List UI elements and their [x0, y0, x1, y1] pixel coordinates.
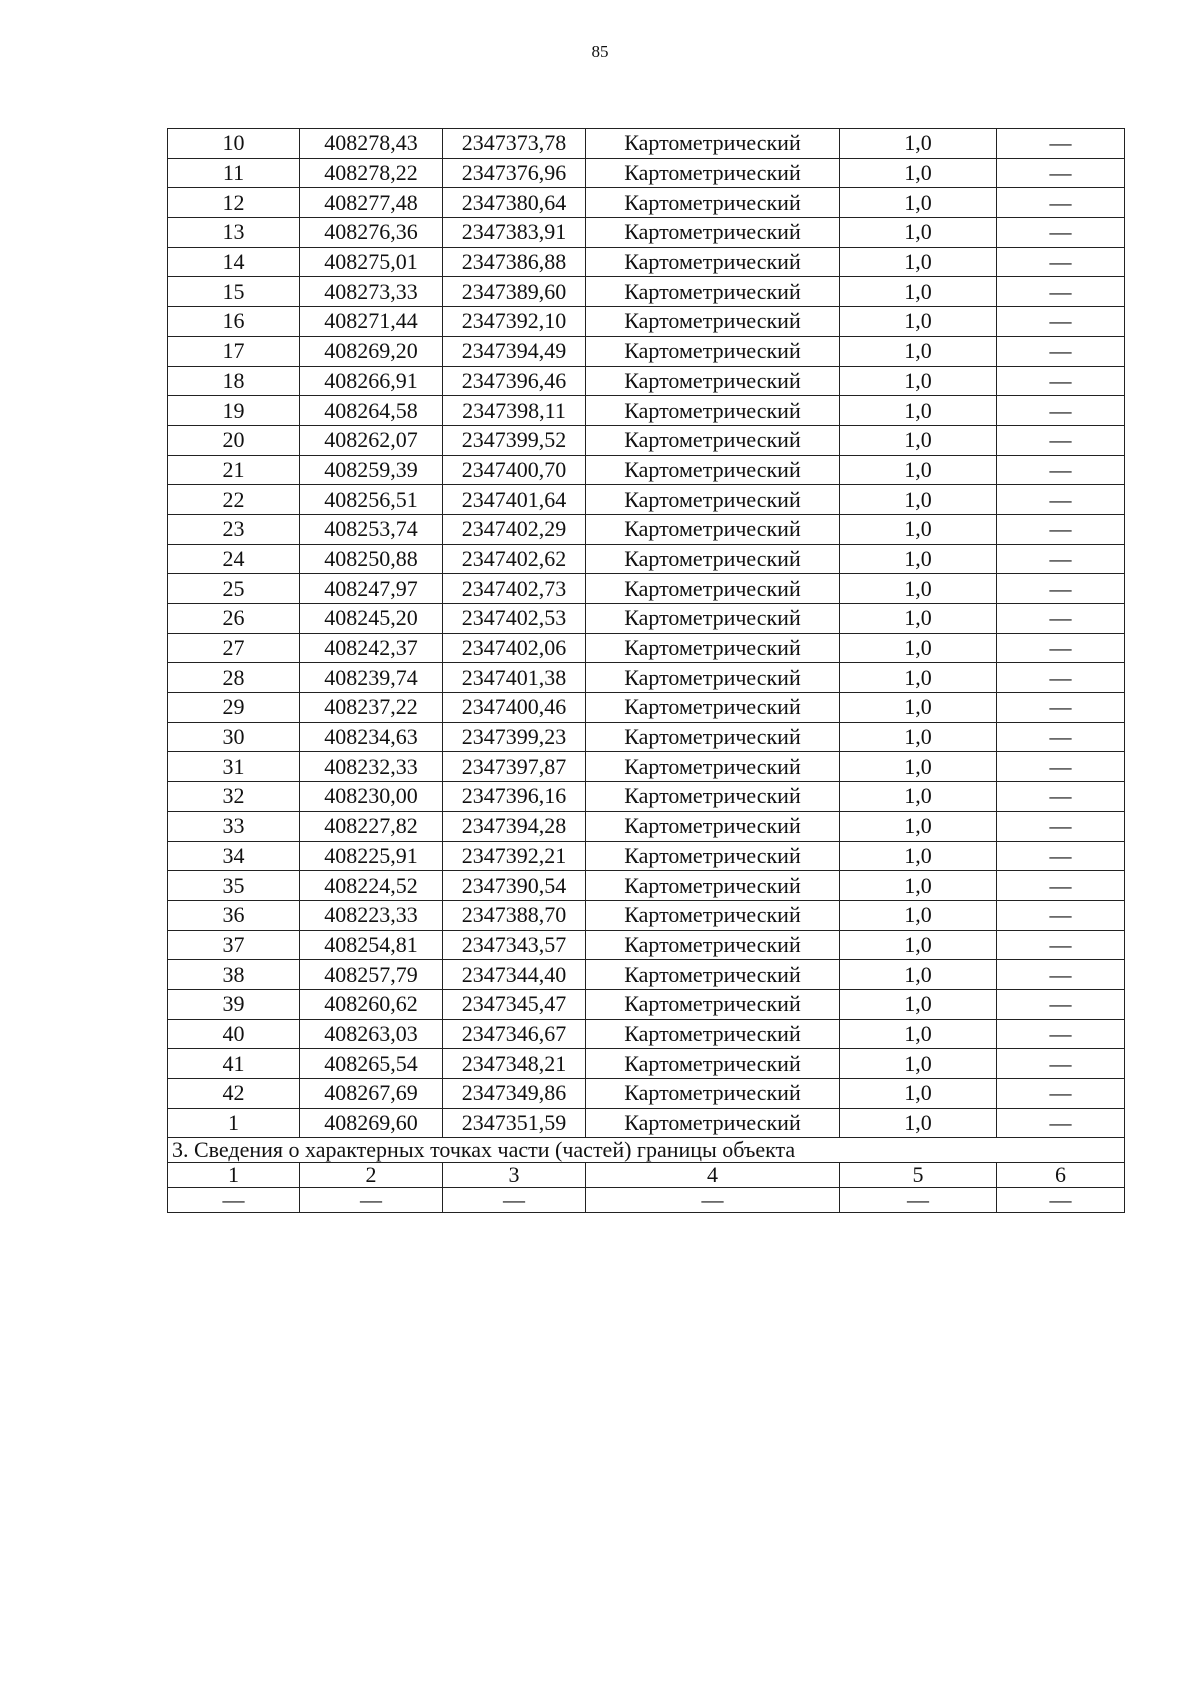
y-coordinate-cell: 2347400,70 [443, 455, 586, 485]
y-coordinate-cell: 2347401,38 [443, 663, 586, 693]
accuracy-cell: 1,0 [840, 277, 997, 307]
empty-cell: — [300, 1188, 443, 1213]
x-coordinate-cell: 408278,22 [300, 158, 443, 188]
note-cell: — [997, 485, 1125, 515]
y-coordinate-cell: 2347351,59 [443, 1108, 586, 1138]
point-number-cell: 32 [168, 782, 300, 812]
accuracy-cell: 1,0 [840, 811, 997, 841]
method-cell: Картометрический [586, 1108, 840, 1138]
note-cell: — [997, 366, 1125, 396]
method-cell: Картометрический [586, 663, 840, 693]
point-number-cell: 42 [168, 1079, 300, 1109]
y-coordinate-cell: 2347397,87 [443, 752, 586, 782]
empty-cell: — [586, 1188, 840, 1213]
point-number-cell: 19 [168, 396, 300, 426]
note-cell: — [997, 871, 1125, 901]
method-cell: Картометрический [586, 188, 840, 218]
point-number-cell: 37 [168, 930, 300, 960]
note-cell: — [997, 811, 1125, 841]
table-row [168, 1079, 1125, 1109]
x-coordinate-cell: 408265,54 [300, 1049, 443, 1079]
y-coordinate-cell: 2347380,64 [443, 188, 586, 218]
note-cell: — [997, 782, 1125, 812]
method-cell: Картометрический [586, 277, 840, 307]
note-cell: — [997, 336, 1125, 366]
y-coordinate-cell: 2347346,67 [443, 1019, 586, 1049]
note-cell: — [997, 307, 1125, 337]
note-cell: — [997, 247, 1125, 277]
table-row [168, 930, 1125, 960]
section3-empty-row [168, 1188, 1125, 1213]
accuracy-cell: 1,0 [840, 1108, 997, 1138]
method-cell: Картометрический [586, 960, 840, 990]
y-coordinate-cell: 2347400,46 [443, 693, 586, 723]
accuracy-cell: 1,0 [840, 129, 997, 159]
method-cell: Картометрический [586, 396, 840, 426]
table-row [168, 455, 1125, 485]
accuracy-cell: 1,0 [840, 485, 997, 515]
table-row [168, 604, 1125, 634]
accuracy-cell: 1,0 [840, 247, 997, 277]
accuracy-cell: 1,0 [840, 960, 997, 990]
table-row [168, 1108, 1125, 1138]
x-coordinate-cell: 408267,69 [300, 1079, 443, 1109]
note-cell: — [997, 1079, 1125, 1109]
table-row [168, 514, 1125, 544]
table-row [168, 544, 1125, 574]
table-row [168, 871, 1125, 901]
point-number-cell: 29 [168, 693, 300, 723]
x-coordinate-cell: 408250,88 [300, 544, 443, 574]
y-coordinate-cell: 2347376,96 [443, 158, 586, 188]
note-cell: — [997, 514, 1125, 544]
point-number-cell: 33 [168, 811, 300, 841]
accuracy-cell: 1,0 [840, 930, 997, 960]
x-coordinate-cell: 408269,60 [300, 1108, 443, 1138]
x-coordinate-cell: 408224,52 [300, 871, 443, 901]
note-cell: — [997, 277, 1125, 307]
x-coordinate-cell: 408275,01 [300, 247, 443, 277]
accuracy-cell: 1,0 [840, 514, 997, 544]
point-number-cell: 26 [168, 604, 300, 634]
x-coordinate-cell: 408257,79 [300, 960, 443, 990]
note-cell: — [997, 693, 1125, 723]
note-cell: — [997, 129, 1125, 159]
y-coordinate-cell: 2347383,91 [443, 218, 586, 248]
point-number-cell: 41 [168, 1049, 300, 1079]
y-coordinate-cell: 2347396,46 [443, 366, 586, 396]
table-row [168, 425, 1125, 455]
note-cell: — [997, 1049, 1125, 1079]
x-coordinate-cell: 408256,51 [300, 485, 443, 515]
note-cell: — [997, 722, 1125, 752]
table-row [168, 129, 1125, 159]
table-row [168, 247, 1125, 277]
y-coordinate-cell: 2347386,88 [443, 247, 586, 277]
y-coordinate-cell: 2347399,23 [443, 722, 586, 752]
accuracy-cell: 1,0 [840, 544, 997, 574]
x-coordinate-cell: 408273,33 [300, 277, 443, 307]
table-row [168, 1019, 1125, 1049]
note-cell: — [997, 158, 1125, 188]
note-cell: — [997, 455, 1125, 485]
x-coordinate-cell: 408263,03 [300, 1019, 443, 1049]
y-coordinate-cell: 2347401,64 [443, 485, 586, 515]
point-number-cell: 11 [168, 158, 300, 188]
x-coordinate-cell: 408254,81 [300, 930, 443, 960]
point-number-cell: 23 [168, 514, 300, 544]
y-coordinate-cell: 2347389,60 [443, 277, 586, 307]
x-coordinate-cell: 408237,22 [300, 693, 443, 723]
accuracy-cell: 1,0 [840, 425, 997, 455]
method-cell: Картометрический [586, 722, 840, 752]
table-row [168, 663, 1125, 693]
point-number-cell: 14 [168, 247, 300, 277]
y-coordinate-cell: 2347402,06 [443, 633, 586, 663]
table-row [168, 841, 1125, 871]
method-cell: Картометрический [586, 425, 840, 455]
note-cell: — [997, 663, 1125, 693]
section3-body [168, 1138, 1125, 1213]
accuracy-cell: 1,0 [840, 722, 997, 752]
empty-cell: — [997, 1188, 1125, 1213]
x-coordinate-cell: 408260,62 [300, 989, 443, 1019]
table-row [168, 307, 1125, 337]
x-coordinate-cell: 408225,91 [300, 841, 443, 871]
point-number-cell: 35 [168, 871, 300, 901]
y-coordinate-cell: 2347348,21 [443, 1049, 586, 1079]
accuracy-cell: 1,0 [840, 366, 997, 396]
table-row [168, 277, 1125, 307]
accuracy-cell: 1,0 [840, 841, 997, 871]
y-coordinate-cell: 2347392,10 [443, 307, 586, 337]
point-number-cell: 12 [168, 188, 300, 218]
method-cell: Картометрический [586, 633, 840, 663]
point-number-cell: 18 [168, 366, 300, 396]
note-cell: — [997, 188, 1125, 218]
y-coordinate-cell: 2347388,70 [443, 900, 586, 930]
point-number-cell: 40 [168, 1019, 300, 1049]
y-coordinate-cell: 2347373,78 [443, 129, 586, 159]
point-number-cell: 16 [168, 307, 300, 337]
empty-cell: — [840, 1188, 997, 1213]
accuracy-cell: 1,0 [840, 396, 997, 426]
point-number-cell: 25 [168, 574, 300, 604]
table-row [168, 1049, 1125, 1079]
point-number-cell: 1 [168, 1108, 300, 1138]
y-coordinate-cell: 2347402,73 [443, 574, 586, 604]
y-coordinate-cell: 2347349,86 [443, 1079, 586, 1109]
y-coordinate-cell: 2347390,54 [443, 871, 586, 901]
x-coordinate-cell: 408259,39 [300, 455, 443, 485]
column-number-cell: 3 [443, 1163, 586, 1188]
column-number-cell: 2 [300, 1163, 443, 1188]
section3-header-row [168, 1163, 1125, 1188]
x-coordinate-cell: 408242,37 [300, 633, 443, 663]
accuracy-cell: 1,0 [840, 455, 997, 485]
column-number-cell: 1 [168, 1163, 300, 1188]
x-coordinate-cell: 408239,74 [300, 663, 443, 693]
note-cell: — [997, 900, 1125, 930]
method-cell: Картометрический [586, 1079, 840, 1109]
table-row [168, 218, 1125, 248]
method-cell: Картометрический [586, 544, 840, 574]
note-cell: — [997, 989, 1125, 1019]
accuracy-cell: 1,0 [840, 633, 997, 663]
method-cell: Картометрический [586, 841, 840, 871]
accuracy-cell: 1,0 [840, 782, 997, 812]
point-number-cell: 17 [168, 336, 300, 366]
accuracy-cell: 1,0 [840, 158, 997, 188]
accuracy-cell: 1,0 [840, 900, 997, 930]
method-cell: Картометрический [586, 514, 840, 544]
note-cell: — [997, 1108, 1125, 1138]
method-cell: Картометрический [586, 604, 840, 634]
table-row [168, 574, 1125, 604]
point-number-cell: 15 [168, 277, 300, 307]
x-coordinate-cell: 408262,07 [300, 425, 443, 455]
x-coordinate-cell: 408278,43 [300, 129, 443, 159]
note-cell: — [997, 218, 1125, 248]
table-row [168, 693, 1125, 723]
method-cell: Картометрический [586, 574, 840, 604]
column-number-cell: 6 [997, 1163, 1125, 1188]
x-coordinate-cell: 408266,91 [300, 366, 443, 396]
note-cell: — [997, 574, 1125, 604]
points-table-body [168, 129, 1125, 1138]
method-cell: Картометрический [586, 752, 840, 782]
method-cell: Картометрический [586, 129, 840, 159]
point-number-cell: 21 [168, 455, 300, 485]
method-cell: Картометрический [586, 336, 840, 366]
section3-title-row [168, 1138, 1125, 1163]
point-number-cell: 27 [168, 633, 300, 663]
note-cell: — [997, 752, 1125, 782]
point-number-cell: 30 [168, 722, 300, 752]
method-cell: Картометрический [586, 811, 840, 841]
method-cell: Картометрический [586, 900, 840, 930]
note-cell: — [997, 396, 1125, 426]
method-cell: Картометрический [586, 366, 840, 396]
table-row [168, 366, 1125, 396]
point-number-cell: 36 [168, 900, 300, 930]
method-cell: Картометрический [586, 247, 840, 277]
method-cell: Картометрический [586, 1049, 840, 1079]
x-coordinate-cell: 408247,97 [300, 574, 443, 604]
x-coordinate-cell: 408230,00 [300, 782, 443, 812]
method-cell: Картометрический [586, 158, 840, 188]
note-cell: — [997, 930, 1125, 960]
x-coordinate-cell: 408264,58 [300, 396, 443, 426]
method-cell: Картометрический [586, 218, 840, 248]
table-row [168, 900, 1125, 930]
y-coordinate-cell: 2347398,11 [443, 396, 586, 426]
y-coordinate-cell: 2347394,28 [443, 811, 586, 841]
accuracy-cell: 1,0 [840, 1079, 997, 1109]
point-number-cell: 20 [168, 425, 300, 455]
x-coordinate-cell: 408223,33 [300, 900, 443, 930]
accuracy-cell: 1,0 [840, 663, 997, 693]
table-row [168, 188, 1125, 218]
point-number-cell: 13 [168, 218, 300, 248]
y-coordinate-cell: 2347392,21 [443, 841, 586, 871]
note-cell: — [997, 960, 1125, 990]
method-cell: Картометрический [586, 307, 840, 337]
method-cell: Картометрический [586, 871, 840, 901]
point-number-cell: 24 [168, 544, 300, 574]
table-row [168, 782, 1125, 812]
point-number-cell: 39 [168, 989, 300, 1019]
accuracy-cell: 1,0 [840, 188, 997, 218]
table-row [168, 633, 1125, 663]
accuracy-cell: 1,0 [840, 989, 997, 1019]
accuracy-cell: 1,0 [840, 871, 997, 901]
empty-cell: — [168, 1188, 300, 1213]
point-number-cell: 31 [168, 752, 300, 782]
x-coordinate-cell: 408227,82 [300, 811, 443, 841]
x-coordinate-cell: 408269,20 [300, 336, 443, 366]
table-row [168, 752, 1125, 782]
table-row [168, 811, 1125, 841]
note-cell: — [997, 425, 1125, 455]
table-row [168, 960, 1125, 990]
note-cell: — [997, 633, 1125, 663]
y-coordinate-cell: 2347345,47 [443, 989, 586, 1019]
accuracy-cell: 1,0 [840, 336, 997, 366]
point-number-cell: 10 [168, 129, 300, 159]
page-number: 85 [591, 42, 609, 61]
y-coordinate-cell: 2347402,62 [443, 544, 586, 574]
point-number-cell: 38 [168, 960, 300, 990]
section3-title: 3. Сведения о характерных точках части (частей) границы объекта [168, 1138, 1125, 1163]
x-coordinate-cell: 408245,20 [300, 604, 443, 634]
accuracy-cell: 1,0 [840, 574, 997, 604]
column-number-cell: 4 [586, 1163, 840, 1188]
y-coordinate-cell: 2347399,52 [443, 425, 586, 455]
x-coordinate-cell: 408253,74 [300, 514, 443, 544]
y-coordinate-cell: 2347344,40 [443, 960, 586, 990]
method-cell: Картометрический [586, 1019, 840, 1049]
y-coordinate-cell: 2347396,16 [443, 782, 586, 812]
empty-cell: — [443, 1188, 586, 1213]
note-cell: — [997, 1019, 1125, 1049]
y-coordinate-cell: 2347402,29 [443, 514, 586, 544]
table-row [168, 485, 1125, 515]
accuracy-cell: 1,0 [840, 1019, 997, 1049]
table-row [168, 158, 1125, 188]
table-row [168, 722, 1125, 752]
note-cell: — [997, 604, 1125, 634]
note-cell: — [997, 841, 1125, 871]
x-coordinate-cell: 408277,48 [300, 188, 443, 218]
x-coordinate-cell: 408232,33 [300, 752, 443, 782]
point-number-cell: 22 [168, 485, 300, 515]
accuracy-cell: 1,0 [840, 693, 997, 723]
x-coordinate-cell: 408276,36 [300, 218, 443, 248]
accuracy-cell: 1,0 [840, 752, 997, 782]
method-cell: Картометрический [586, 693, 840, 723]
table-row [168, 336, 1125, 366]
method-cell: Картометрический [586, 930, 840, 960]
method-cell: Картометрический [586, 782, 840, 812]
point-number-cell: 34 [168, 841, 300, 871]
accuracy-cell: 1,0 [840, 604, 997, 634]
method-cell: Картометрический [586, 989, 840, 1019]
accuracy-cell: 1,0 [840, 218, 997, 248]
point-number-cell: 28 [168, 663, 300, 693]
method-cell: Картометрический [586, 455, 840, 485]
y-coordinate-cell: 2347394,49 [443, 336, 586, 366]
accuracy-cell: 1,0 [840, 307, 997, 337]
accuracy-cell: 1,0 [840, 1049, 997, 1079]
y-coordinate-cell: 2347343,57 [443, 930, 586, 960]
x-coordinate-cell: 408271,44 [300, 307, 443, 337]
y-coordinate-cell: 2347402,53 [443, 604, 586, 634]
x-coordinate-cell: 408234,63 [300, 722, 443, 752]
table-row [168, 989, 1125, 1019]
column-number-cell: 5 [840, 1163, 997, 1188]
note-cell: — [997, 544, 1125, 574]
method-cell: Картометрический [586, 485, 840, 515]
table-row [168, 396, 1125, 426]
coordinates-table [167, 128, 1125, 1213]
